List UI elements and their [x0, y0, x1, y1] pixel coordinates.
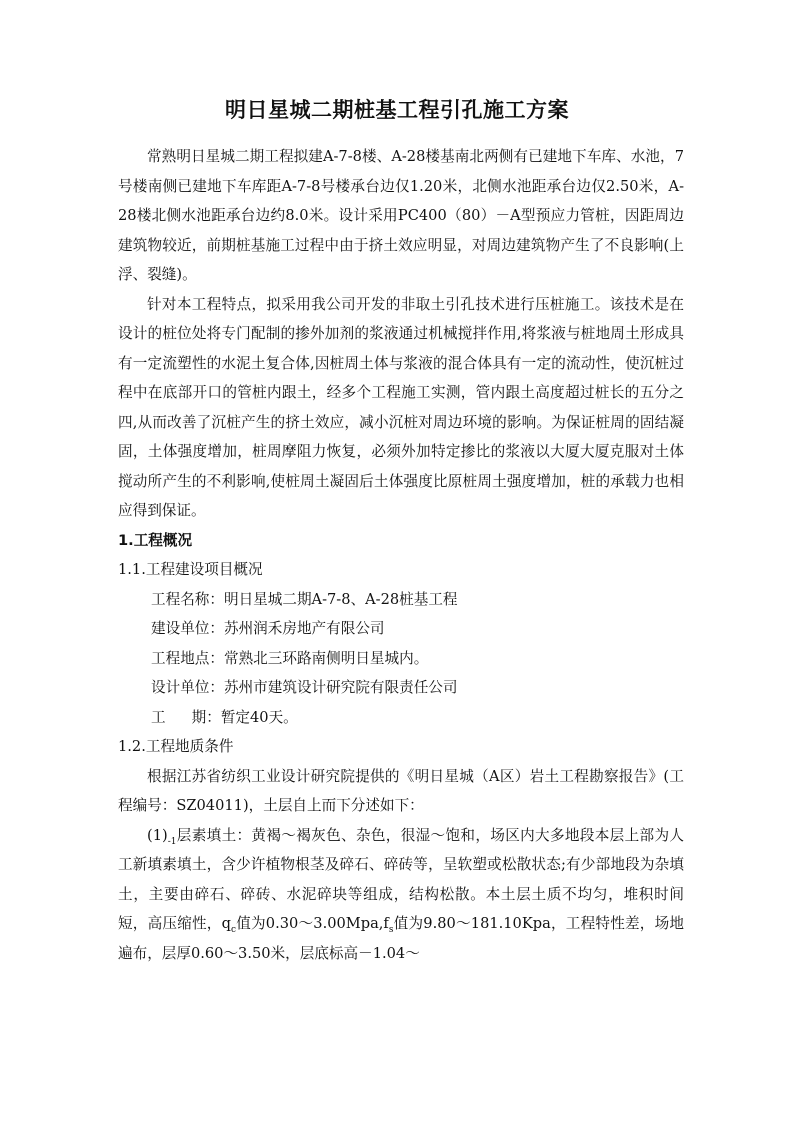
geology-intro-paragraph: 根据江苏省纺织工业设计研究院提供的《明日星城（A区）岩土工程勘察报告》(工程编号：SZ04011)，土层自上而下分述如下：	[118, 767, 684, 814]
field-label: 工程名称：	[151, 590, 224, 608]
page-title: 明日星城二期桩基工程引孔施工方案	[225, 98, 569, 122]
subsection-heading-1-1: 1.1.工程建设项目概况	[118, 561, 263, 578]
layer-number: (1)	[147, 826, 168, 844]
layer-text-a: 层素填土：黄褐～褐灰色、杂色，很湿～饱和，场区内大多地段本层上部为人工新填素填土，含少许植物根茎及碎石、碎砖等，呈软塑或松散状态;有少部地段为杂填土，主要由碎石、碎砖、水泥碎块等组成，结构松散。本土层土质不均匀，堆积时间短，高压缩性，q	[118, 826, 684, 932]
field-label-part-a: 工	[151, 708, 166, 726]
subsection-heading-1-2: 1.2.工程地质条件	[118, 738, 234, 755]
field-value: 苏州润禾房地产有限公司	[223, 620, 385, 637]
field-project-name	[118, 585, 684, 615]
fs-subscript: s	[388, 924, 394, 935]
section-heading-1: 1.工程概况	[118, 531, 193, 549]
qc-subscript: c	[230, 924, 236, 935]
field-designer	[118, 673, 684, 703]
field-value: 苏州市建筑设计研究院有限责任公司	[223, 679, 458, 696]
layer-text-b: 值为0.30～3.00Mpa,f	[236, 915, 389, 932]
layer-text-c: 值为9.80～181.10Kpa，工程特性差，场地遍布，层厚0.60～3.50米，层底标高－1.04～	[118, 915, 685, 962]
field-location	[118, 644, 684, 674]
field-label: 建设单位：	[151, 620, 224, 637]
field-value: 常熟北三环路南侧明日星城内。	[223, 649, 429, 667]
field-value: 明日星城二期A-7-8、A-28桩基工程	[223, 590, 458, 608]
field-period	[118, 703, 684, 733]
field-developer	[118, 614, 684, 644]
field-label-part-b: 期：	[191, 708, 221, 726]
intro-paragraph-2: 针对本工程特点，拟采用我公司开发的非取土引孔技术进行压桩施工。该技术是在设计的桩位处将专门配制的掺外加剂的浆液通过机械搅拌作用,将浆液与桩地周土形成具有一定流塑性的水泥土复合体,因桩周土体与浆液的混合体具有一定的流动性，使沉桩过程中在底部开口的管桩内跟土，经多个工程施工实测，管内跟土高度超过桩长的五分之四,从而改善了沉桩产生的挤土效应，减小沉桩对周边环境的影响。为保证桩周的固结凝固，土体强度增加，桩周摩阻力恢复，必须外加特定掺比的浆液以大厦大厦克服对土体搅动所产生的不利影响,使桩周土凝固后土体强度比原桩周土强度增加，桩的承载力也相应得到保证。	[118, 295, 684, 519]
intro-paragraph-1: 常熟明日星城二期工程拟建A-7-8楼、A-28楼基南北两侧有已建地下车库、水池，7号楼南侧已建地下车库距A-7-8号楼承台边仅1.20米，北侧水池距承台边仅2.50米，A-28楼北侧水池距承台边约8.0米。设计采用PC400（80）－A型预应力管桩，因距周边建筑物较近，前期桩基施工过程中由于挤土效应明显，对周边建筑物产生了不良影响(上浮、裂缝)。	[118, 148, 684, 283]
field-label: 设计单位：	[151, 679, 224, 696]
field-label: 工程地点：	[151, 649, 224, 667]
soil-layer-paragraph	[118, 821, 684, 969]
document-body	[118, 142, 684, 968]
layer-subscript: -1	[167, 836, 177, 847]
field-value: 暂定40天。	[220, 708, 298, 726]
